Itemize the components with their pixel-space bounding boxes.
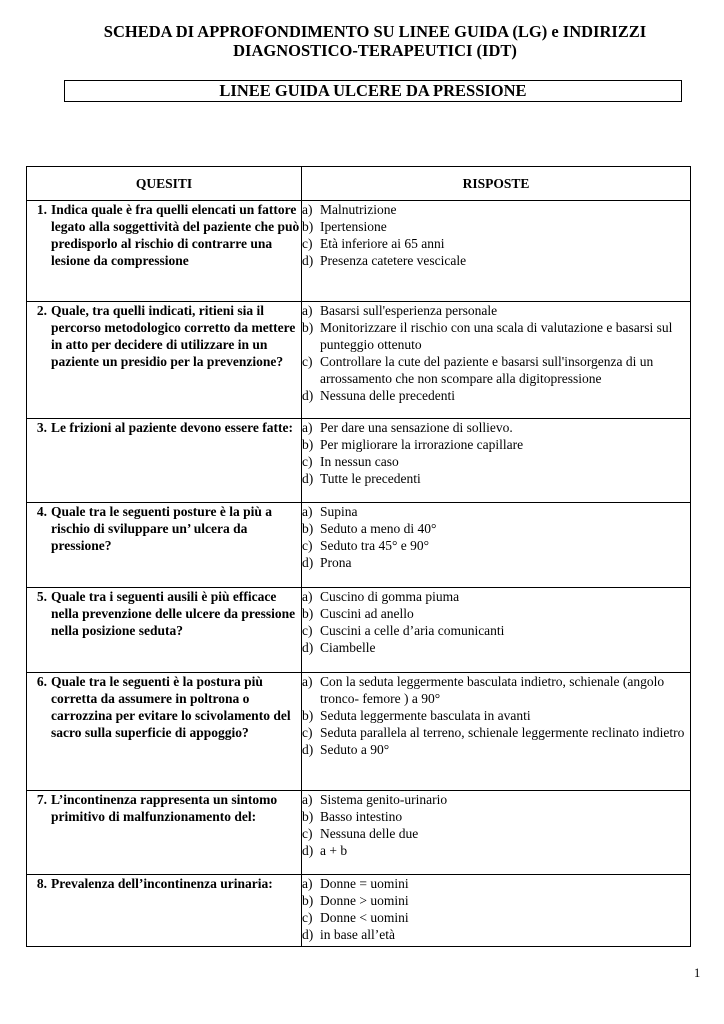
answer-option (302, 252, 690, 269)
answer-letter: d) (302, 388, 314, 403)
answer-option (302, 622, 690, 639)
page-number: 1 (694, 966, 701, 980)
answers-cell (302, 875, 691, 947)
answer-text: Donne = uomini (320, 876, 409, 891)
question-cell (27, 201, 302, 302)
answer-text: Cuscino di gomma piuma (320, 589, 460, 604)
answer-option (302, 387, 690, 404)
answer-text: Nessuna delle due (320, 826, 419, 841)
document-title-line1: SCHEDA DI APPROFONDIMENTO SU LINEE GUIDA (LG) e INDIRIZZI (103, 22, 647, 41)
document-title (60, 22, 690, 60)
answer-letter: b) (302, 708, 314, 723)
answer-option (302, 605, 690, 622)
question-text: Prevalenza dell’incontinenza urinaria: (51, 876, 273, 891)
table-row (27, 875, 691, 947)
question-text: Le frizioni al paziente devono essere fatte: (51, 420, 293, 435)
answer-letter: d) (302, 471, 314, 486)
answer-option (302, 520, 690, 537)
answer-text: Monitorizzare il rischio con una scala di valutazione e basarsi sul punteggio ottenuto (320, 320, 673, 352)
question-text: Indica quale è fra quelli elencati un fattore legato alla soggettività del paziente che può predisporlo al rischio di contrarre una lesione da compressione (51, 202, 300, 268)
answer-letter: a) (302, 589, 313, 604)
section-title: LINEE GUIDA ULCERE DA PRESSIONE (64, 80, 682, 102)
answer-option (302, 741, 690, 758)
answer-letter: d) (302, 843, 314, 858)
answer-text: Seduto a meno di 40° (320, 521, 437, 536)
answer-option (302, 319, 690, 353)
question-cell (27, 588, 302, 673)
question-text: Quale tra le seguenti è la postura più corretta da assumere in poltrona o carrozzina per evitare lo scivolamento del sacro sulla superficie di appoggio? (51, 674, 291, 740)
answer-option (302, 419, 690, 436)
answer-text: in base all’età (320, 927, 395, 942)
answer-option (302, 201, 690, 218)
answer-option (302, 639, 690, 656)
answer-text: Controllare la cute del paziente e basarsi sull'insorgenza di un arrossamento che non scompare alla digitopressione (320, 354, 654, 386)
table-row (27, 673, 691, 791)
answer-option (302, 453, 690, 470)
answer-letter: a) (302, 876, 313, 891)
answer-option (302, 470, 690, 487)
answer-text: a + b (320, 843, 348, 858)
answer-option (302, 808, 690, 825)
question-cell (27, 791, 302, 875)
answer-text: Malnutrizione (320, 202, 397, 217)
answer-letter: a) (302, 420, 313, 435)
quiz-table (26, 166, 691, 947)
answer-option (302, 875, 690, 892)
answer-text: Seduta leggermente basculata in avanti (320, 708, 531, 723)
table-header-row (27, 167, 691, 201)
answer-text: Ipertensione (320, 219, 387, 234)
answer-text: Presenza catetere vescicale (320, 253, 467, 268)
answer-option (302, 503, 690, 520)
answers-cell (302, 302, 691, 419)
question-cell (27, 673, 302, 791)
answer-option (302, 892, 690, 909)
question-number: 5. (36, 589, 47, 604)
answer-option (302, 842, 690, 859)
table-row (27, 588, 691, 673)
answer-text: Cuscini ad anello (320, 606, 414, 621)
answer-text: Con la seduta leggermente basculata indietro, schienale (angolo tronco- femore ) a 90° (320, 674, 665, 706)
answer-letter: a) (302, 674, 313, 689)
answer-text: Seduto a 90° (320, 742, 390, 757)
question-number: 8. (36, 876, 47, 891)
answer-option (302, 926, 690, 943)
answer-letter: d) (302, 742, 314, 757)
answer-text: Seduto tra 45° e 90° (320, 538, 430, 553)
table-row (27, 302, 691, 419)
question-text: L’incontinenza rappresenta un sintomo primitivo di malfunzionamento del: (51, 792, 278, 824)
answer-text: In nessun caso (320, 454, 399, 469)
answer-letter: c) (302, 623, 313, 638)
question-number: 6. (36, 674, 47, 689)
table-row (27, 503, 691, 588)
answers-cell (302, 791, 691, 875)
answer-text: Seduta parallela al terreno, schienale leggermente reclinato indietro (320, 725, 685, 740)
answer-text: Cuscini a celle d’aria comunicanti (320, 623, 505, 638)
document-title-line2: DIAGNOSTICO-TERAPEUTICI (IDT) (233, 41, 517, 60)
answer-letter: d) (302, 555, 314, 570)
table-row (27, 201, 691, 302)
answers-cell (302, 588, 691, 673)
question-text: Quale tra i seguenti ausili è più efficace nella prevenzione delle ulcere da pressione nella posizione seduta? (51, 589, 296, 638)
answer-letter: c) (302, 538, 313, 553)
answer-text: Per migliorare la irrorazione capillare (320, 437, 524, 452)
answer-letter: c) (302, 725, 313, 740)
answers-cell (302, 673, 691, 791)
answer-text: Donne < uomini (320, 910, 409, 925)
question-cell (27, 503, 302, 588)
table-row (27, 791, 691, 875)
question-cell (27, 875, 302, 947)
answer-option (302, 588, 690, 605)
answer-letter: a) (302, 792, 313, 807)
question-number: 1. (36, 202, 47, 217)
quiz-rows (27, 201, 691, 947)
answer-option (302, 436, 690, 453)
answers-column-header: RISPOSTE (302, 167, 691, 201)
answer-option (302, 673, 690, 707)
answer-text: Ciambelle (320, 640, 376, 655)
answer-letter: c) (302, 826, 313, 841)
answers-cell (302, 201, 691, 302)
answer-letter: d) (302, 253, 314, 268)
answer-letter: b) (302, 893, 314, 908)
answer-text: Tutte le precedenti (320, 471, 421, 486)
question-number: 3. (36, 420, 47, 435)
answer-option (302, 302, 690, 319)
answer-option (302, 791, 690, 808)
answer-option (302, 825, 690, 842)
answer-option (302, 554, 690, 571)
answer-text: Prona (320, 555, 352, 570)
answer-letter: a) (302, 202, 313, 217)
answer-letter: c) (302, 236, 313, 251)
answer-letter: c) (302, 354, 313, 369)
answer-letter: b) (302, 320, 314, 335)
answer-letter: c) (302, 910, 313, 925)
answer-letter: c) (302, 454, 313, 469)
answer-option (302, 353, 690, 387)
answer-option (302, 909, 690, 926)
answer-letter: b) (302, 606, 314, 621)
answer-text: Supina (320, 504, 358, 519)
table-row (27, 419, 691, 503)
answer-letter: d) (302, 640, 314, 655)
answer-letter: b) (302, 809, 314, 824)
answer-text: Nessuna delle precedenti (320, 388, 455, 403)
question-cell (27, 302, 302, 419)
answer-letter: b) (302, 521, 314, 536)
answer-letter: a) (302, 504, 313, 519)
answer-letter: b) (302, 437, 314, 452)
answer-text: Basso intestino (320, 809, 403, 824)
answer-text: Sistema genito-urinario (320, 792, 448, 807)
question-number: 7. (36, 792, 47, 807)
answer-option (302, 235, 690, 252)
answer-text: Donne > uomini (320, 893, 409, 908)
question-text: Quale tra le seguenti posture è la più a rischio di sviluppare un’ ulcera da pressione? (51, 504, 272, 553)
answer-letter: b) (302, 219, 314, 234)
answer-text: Per dare una sensazione di sollievo. (320, 420, 513, 435)
answer-letter: a) (302, 303, 313, 318)
question-cell (27, 419, 302, 503)
question-number: 2. (36, 303, 47, 318)
answer-option (302, 707, 690, 724)
answer-option (302, 724, 690, 741)
answers-cell (302, 503, 691, 588)
questions-column-header: QUESITI (27, 167, 302, 201)
answers-cell (302, 419, 691, 503)
answer-option (302, 218, 690, 235)
question-number: 4. (36, 504, 47, 519)
answer-text: Età inferiore ai 65 anni (320, 236, 445, 251)
answer-text: Basarsi sull'esperienza personale (320, 303, 498, 318)
question-text: Quale, tra quelli indicati, ritieni sia il percorso metodologico corretto da mettere in atto per decidere di utilizzare in un paziente un presidio per la prevenzione? (51, 303, 296, 369)
answer-letter: d) (302, 927, 314, 942)
answer-option (302, 537, 690, 554)
